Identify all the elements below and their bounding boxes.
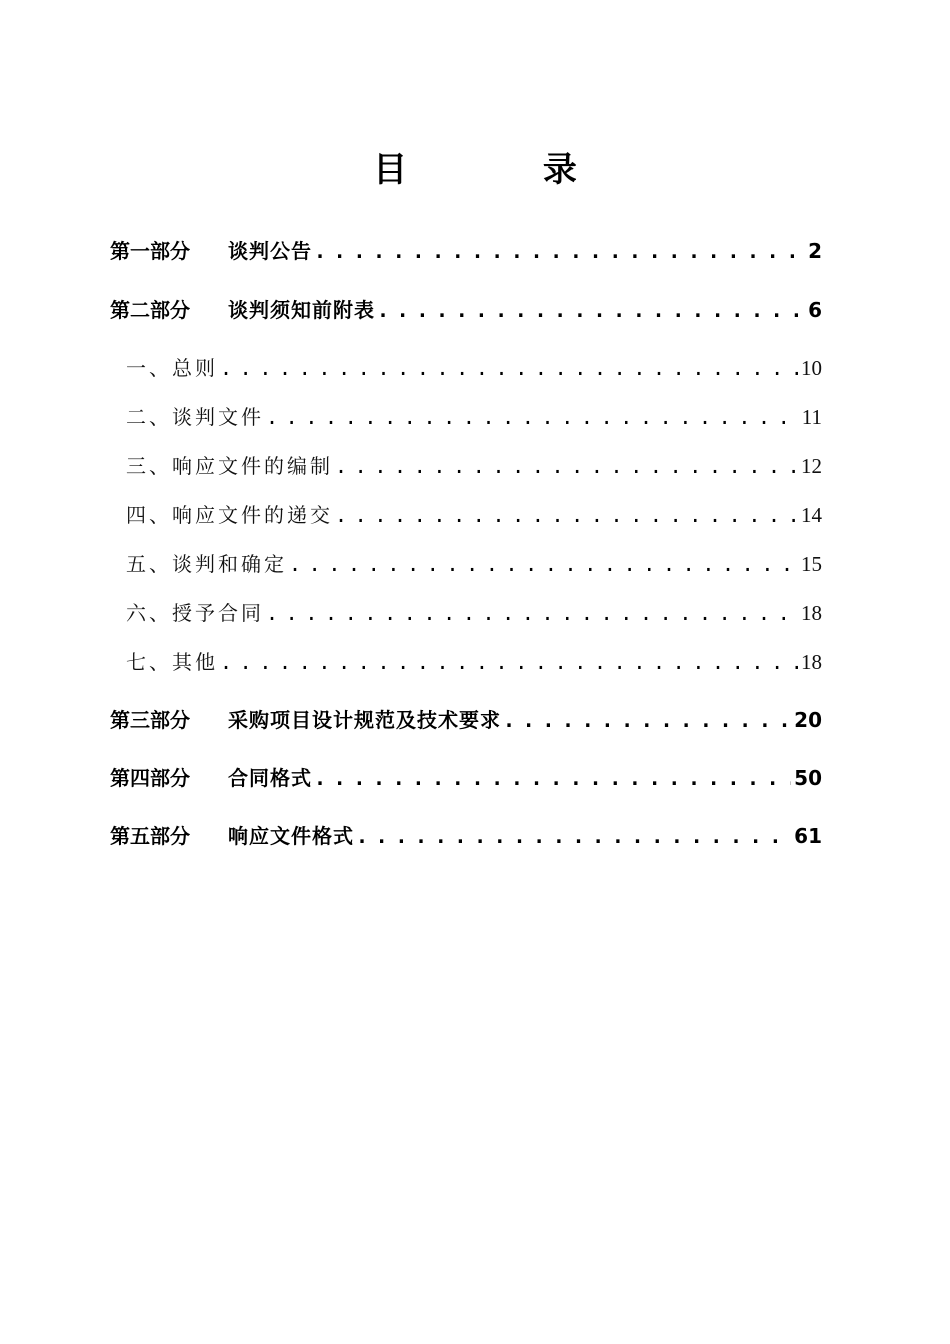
toc-leader-dots	[356, 821, 791, 851]
toc-leader-dots	[335, 500, 798, 530]
toc-page-number: 20	[794, 708, 822, 732]
toc-leader-dots	[266, 598, 798, 628]
toc-leader-dots	[266, 402, 799, 432]
toc-leader-dots	[289, 549, 798, 579]
toc-entry-part-4[interactable]	[110, 763, 822, 793]
toc-entry-section-6[interactable]	[126, 598, 822, 628]
toc-page-number: 15	[801, 552, 822, 576]
toc-part-number: 第三部分	[110, 708, 190, 732]
toc-entry-label: 谈判公告	[228, 239, 312, 263]
toc-page-number: 2	[808, 239, 822, 263]
toc-entry-label: 谈判须知前附表	[228, 298, 375, 322]
toc-leader-dots	[220, 353, 798, 383]
toc-entry-label: 七、其他	[126, 650, 218, 674]
toc-leader-dots	[314, 763, 791, 793]
toc-entry-label: 四、响应文件的递交	[126, 503, 333, 527]
toc-entry-label: 五、谈判和确定	[126, 552, 287, 576]
toc-part-number: 第四部分	[110, 766, 190, 790]
toc-entry-label: 二、谈判文件	[126, 405, 264, 429]
toc-page-number: 50	[794, 766, 822, 790]
toc-entry-section-7[interactable]	[126, 647, 822, 677]
toc-page-number: 12	[801, 454, 822, 478]
toc-entry-section-5[interactable]	[126, 549, 822, 579]
toc-entry-part-2[interactable]	[110, 295, 822, 325]
toc-entry-label: 三、响应文件的编制	[126, 454, 333, 478]
toc-entry-part-5[interactable]	[110, 821, 822, 851]
toc-part-number: 第一部分	[110, 239, 190, 263]
toc-entry-section-1[interactable]	[126, 353, 822, 383]
toc-page-number: 11	[801, 405, 822, 429]
toc-leader-dots	[377, 295, 805, 325]
toc-part-number: 第二部分	[110, 298, 190, 322]
toc-page-number: 14	[801, 503, 822, 527]
toc-page-number: 10	[801, 356, 822, 380]
toc-entry-label: 一、总则	[126, 356, 218, 380]
toc-entry-label: 采购项目设计规范及技术要求	[228, 708, 501, 732]
toc-page-number: 18	[801, 601, 822, 625]
toc-leader-dots	[503, 705, 791, 735]
toc-entry-section-4[interactable]	[126, 500, 822, 530]
toc-title: 目 录	[373, 150, 639, 190]
toc-entry-part-1[interactable]	[110, 236, 822, 266]
toc-entry-part-3[interactable]	[110, 705, 822, 735]
toc-entry-label: 六、授予合同	[126, 601, 264, 625]
toc-entry-section-2[interactable]	[126, 402, 822, 432]
toc-page-number: 6	[808, 298, 822, 322]
toc-leader-dots	[335, 451, 798, 481]
toc-page-number: 18	[801, 650, 822, 674]
toc-leader-dots	[220, 647, 798, 677]
toc-part-number: 第五部分	[110, 824, 190, 848]
toc-leader-dots	[314, 236, 805, 266]
toc-page-number: 61	[794, 824, 822, 848]
toc-entry-label: 合同格式	[228, 766, 312, 790]
toc-entry-section-3[interactable]	[126, 451, 822, 481]
toc-entry-label: 响应文件格式	[228, 824, 354, 848]
